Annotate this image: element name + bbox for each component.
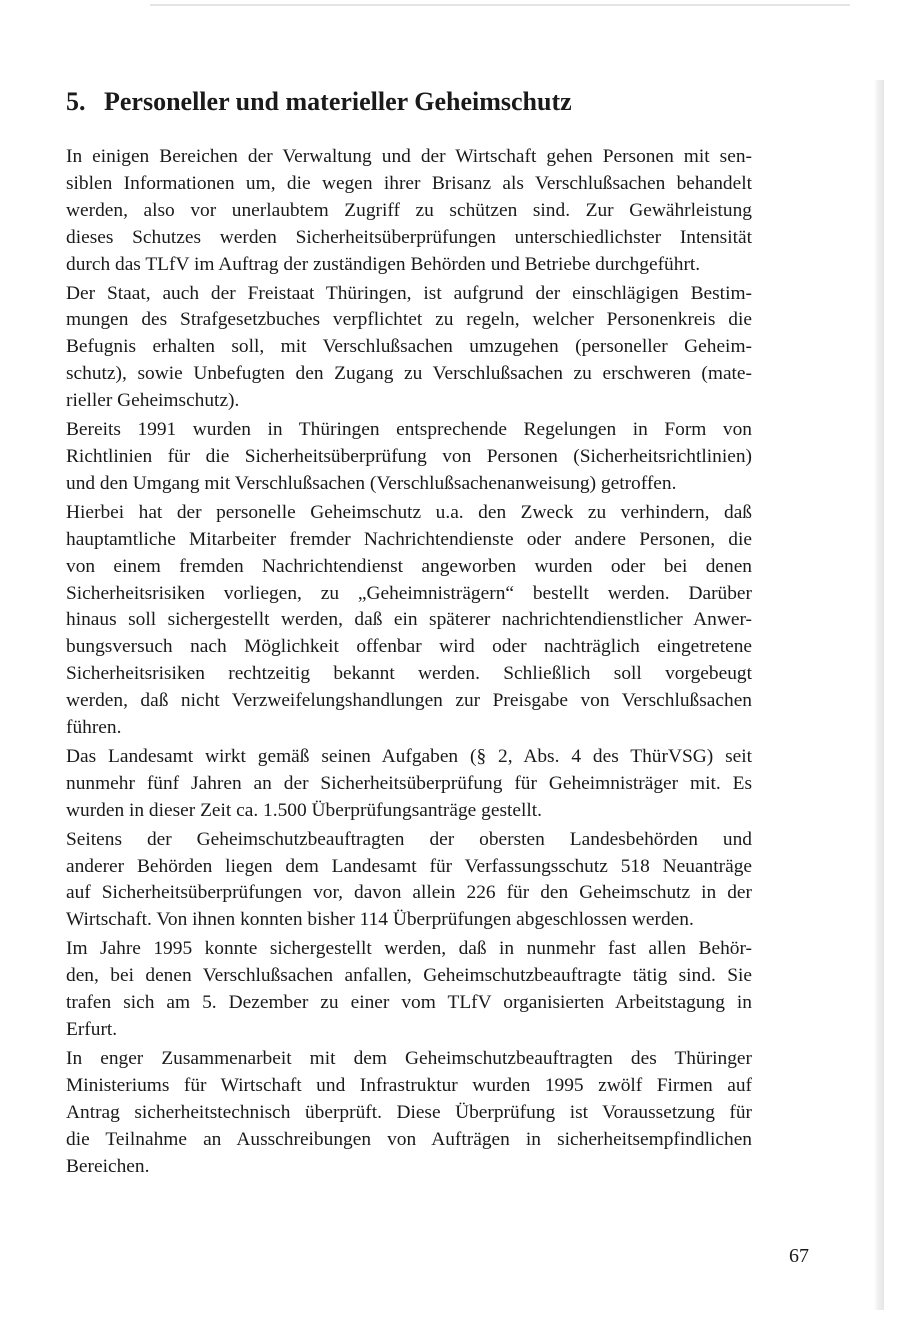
text-line: Seitens der Geheimschutzbeauftragten der obersten Landesbehörden und bbox=[66, 828, 752, 850]
text-line: Richtlinien für die Sicherheitsüberprüfung von Personen (Sicherheitsrichtlinien) bbox=[66, 445, 752, 467]
text-line: In enger Zusammenarbeit mit dem Geheimschutzbeauftragten des Thüringer bbox=[66, 1047, 752, 1069]
text-line: Erfurt. bbox=[66, 1019, 118, 1040]
section-title: Personeller und materieller Geheimschutz bbox=[104, 87, 572, 116]
text-line: Ministeriums für Wirtschaft und Infrastruktur wurden 1995 zwölf Firmen auf bbox=[66, 1074, 752, 1096]
text-line: werden, daß nicht Verzweifelungshandlungen zur Preisgabe von Verschlußsachen bbox=[66, 690, 752, 712]
paragraph bbox=[66, 744, 752, 825]
text-line: dieses Schutzes werden Sicherheitsüberprüfungen unterschiedlichster Intensität bbox=[66, 226, 752, 248]
text-line: hinaus soll sichergestellt werden, daß ein späterer nachrichtendienstlicher Anwer- bbox=[66, 609, 752, 631]
text-line: siblen Informationen um, die wegen ihrer Brisanz als Verschlußsachen behandelt bbox=[66, 172, 752, 194]
text-line: Der Staat, auch der Freistaat Thüringen, ist aufgrund der einschlägigen Bestim- bbox=[66, 282, 752, 304]
text-line: Bereichen. bbox=[66, 1155, 150, 1177]
top-edge-rule bbox=[150, 4, 850, 6]
section-number: 5. bbox=[66, 87, 86, 116]
text-line: mungen des Strafgesetzbuches verpflichtet zu regeln, welcher Personenkreis die bbox=[66, 309, 752, 331]
text-line: die Teilnahme an Ausschreibungen von Aufträgen in sicherheitsempfindlichen bbox=[66, 1128, 752, 1150]
paragraph bbox=[66, 500, 752, 742]
body-text bbox=[66, 144, 752, 1180]
text-line: Bereits 1991 wurden in Thüringen entsprechende Regelungen in Form von bbox=[66, 419, 752, 441]
text-line: auf Sicherheitsüberprüfungen vor, davon allein 226 für den Geheimschutz in der bbox=[66, 882, 752, 904]
text-line: Befugnis erhalten soll, mit Verschlußsachen umzugehen (personeller Geheim- bbox=[66, 336, 752, 358]
text-line: trafen sich am 5. Dezember zu einer vom TLfV organisierten Arbeitstagung in bbox=[66, 992, 752, 1014]
text-line: Sicherheitsrisiken rechtzeitig bekannt werden. Schließlich soll vorgebeugt bbox=[66, 663, 752, 685]
text-line: In einigen Bereichen der Verwaltung und der Wirtschaft gehen Personen mit sen- bbox=[66, 146, 752, 167]
text-line: werden, also vor unerlaubtem Zugriff zu schützen sind. Zur Gewährleistung bbox=[66, 199, 752, 221]
text-line: bungsversuch nach Möglichkeit offenbar wird oder nachträglich eingetretene bbox=[66, 636, 752, 658]
text-line: anderer Behörden liegen dem Landesamt für Verfassungsschutz 518 Neuanträge bbox=[66, 855, 752, 877]
text-line: wurden in dieser Zeit ca. 1.500 Überprüfungsanträge gestellt. bbox=[66, 799, 542, 821]
text-line: Das Landesamt wirkt gemäß seinen Aufgaben (§ 2, Abs. 4 des ThürVSG) seit bbox=[66, 745, 752, 767]
text-line: Sicherheitsrisiken vorliegen, zu „Geheimnisträgern“ bestellt werden. Darüber bbox=[66, 582, 752, 604]
paragraph bbox=[66, 827, 752, 935]
text-line: von einem fremden Nachrichtendienst angeworben wurden oder bei denen bbox=[66, 555, 752, 577]
text-line: und den Umgang mit Verschlußsachen (Verschlußsachenanweisung) getroffen. bbox=[66, 472, 677, 494]
paragraph bbox=[66, 417, 752, 498]
text-line: Antrag sicherheitstechnisch überprüft. Diese Überprüfung ist Voraussetzung für bbox=[66, 1101, 752, 1123]
text-line: den, bei denen Verschlußsachen anfallen, Geheimschutzbeauftragte tätig sind. Sie bbox=[66, 965, 752, 987]
text-line: rieller Geheimschutz). bbox=[66, 390, 240, 412]
text-line: Wirtschaft. Von ihnen konnten bisher 114 Überprüfungen abgeschlossen werden. bbox=[66, 909, 694, 931]
text-line: hauptamtliche Mitarbeiter fremder Nachrichtendienste oder andere Personen, die bbox=[66, 528, 752, 550]
paragraph bbox=[66, 144, 752, 279]
text-line: nunmehr fünf Jahren an der Sicherheitsüberprüfung für Geheimnisträger mit. Es bbox=[66, 772, 752, 794]
text-line: führen. bbox=[66, 717, 122, 739]
text-line: schutz), sowie Unbefugten den Zugang zu Verschlußsachen zu erschweren (mate- bbox=[66, 363, 752, 385]
page-number: 67 bbox=[789, 1245, 809, 1267]
paragraph bbox=[66, 936, 752, 1044]
page-edge-shadow bbox=[874, 80, 884, 1310]
text-line: Im Jahre 1995 konnte sichergestellt werden, daß in nunmehr fast allen Behör- bbox=[66, 938, 752, 960]
paragraph bbox=[66, 1046, 752, 1181]
paragraph bbox=[66, 281, 752, 416]
text-line: durch das TLfV im Auftrag der zuständigen Behörden und Betriebe durchgeführt. bbox=[66, 253, 701, 275]
text-line: Hierbei hat der personelle Geheimschutz u.a. den Zweck zu verhindern, daß bbox=[66, 501, 752, 523]
document-page bbox=[66, 86, 752, 1180]
section-heading bbox=[66, 86, 752, 118]
